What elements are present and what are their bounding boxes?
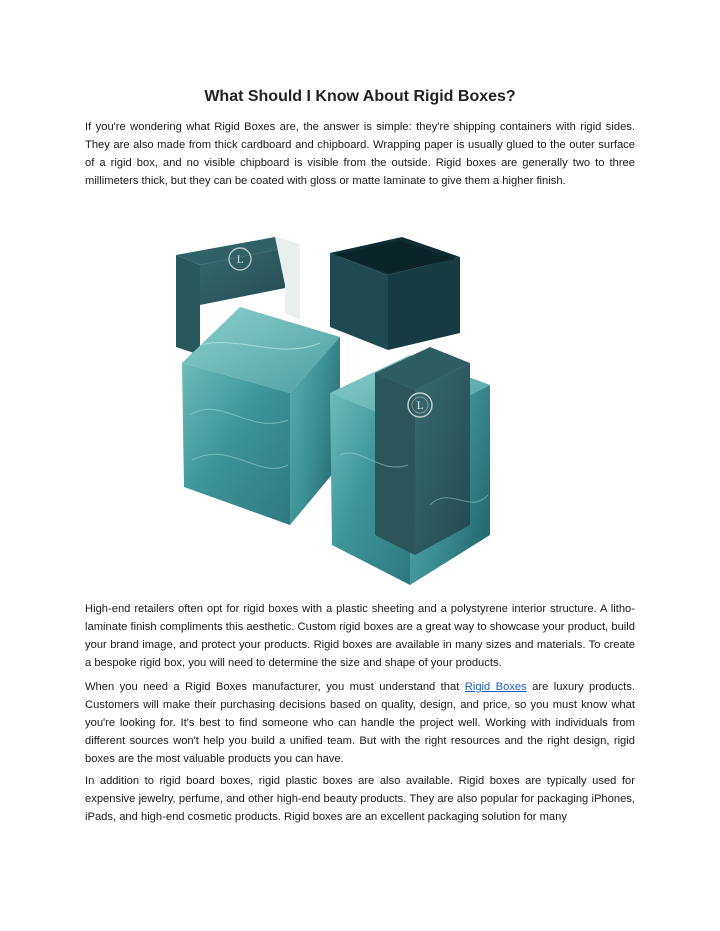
paragraph-plastic-boxes: In addition to rigid board boxes, rigid plastic boxes are also available. Rigid boxes are typically used for expensive jewelry, perfume, and other high-end beauty products. They are also popular for packaging iPhones, iPads, and high-end cosmetic products. Rigid boxes are an excellent packaging solution for many — [85, 775, 635, 823]
logo-emblem-front — [408, 393, 432, 417]
svg-text:L: L — [416, 401, 424, 412]
rigid-boxes-image — [170, 225, 550, 590]
marble-box-left — [182, 307, 340, 525]
svg-text:L: L — [236, 255, 244, 266]
rigid-boxes-link[interactable]: Rigid Boxes — [464, 681, 527, 693]
paragraph-retailers: High-end retailers often opt for rigid boxes with a plastic sheeting and a polystyrene interior structure. A litho-laminate finish compliments this aesthetic. Custom rigid boxes are a great way to showcase your product, build your brand image, and protect your products. Rigid boxes are available in many sizes and materials. To create a bespoke rigid box, you will need to determine the size and shape of your products. — [85, 603, 635, 669]
paragraph-manufacturer-text-1: When you need a Rigid Boxes manufacturer, you must understand that — [85, 681, 465, 693]
paragraph-manufacturer — [85, 678, 635, 768]
page-title: What Should I Know About Rigid Boxes? — [204, 88, 516, 105]
marble-box-right — [330, 347, 490, 585]
paragraph-intro: If you're wondering what Rigid Boxes are, the answer is simple: they're shipping containers with rigid sides. They are also made from thick cardboard and chipboard. Wrapping paper is usually glued to the outer surface of a rigid box, and no visible chipboard is visible from the outside. Rigid boxes are generally two to three millimeters thick, but they can be coated with gloss or matte laminate to give them a higher finish. — [85, 121, 635, 187]
paragraph-manufacturer-text-2: are luxury products. Customers will make their purchasing decisions based on quality, design, and price, so you must know what you're looking for. It's best to find someone who can handle the project well. Working with individuals from different sources won't help you build a unified team. But with the right resources and the right design, rigid boxes are the most valuable products you can have. — [85, 681, 635, 765]
open-box — [330, 237, 460, 350]
